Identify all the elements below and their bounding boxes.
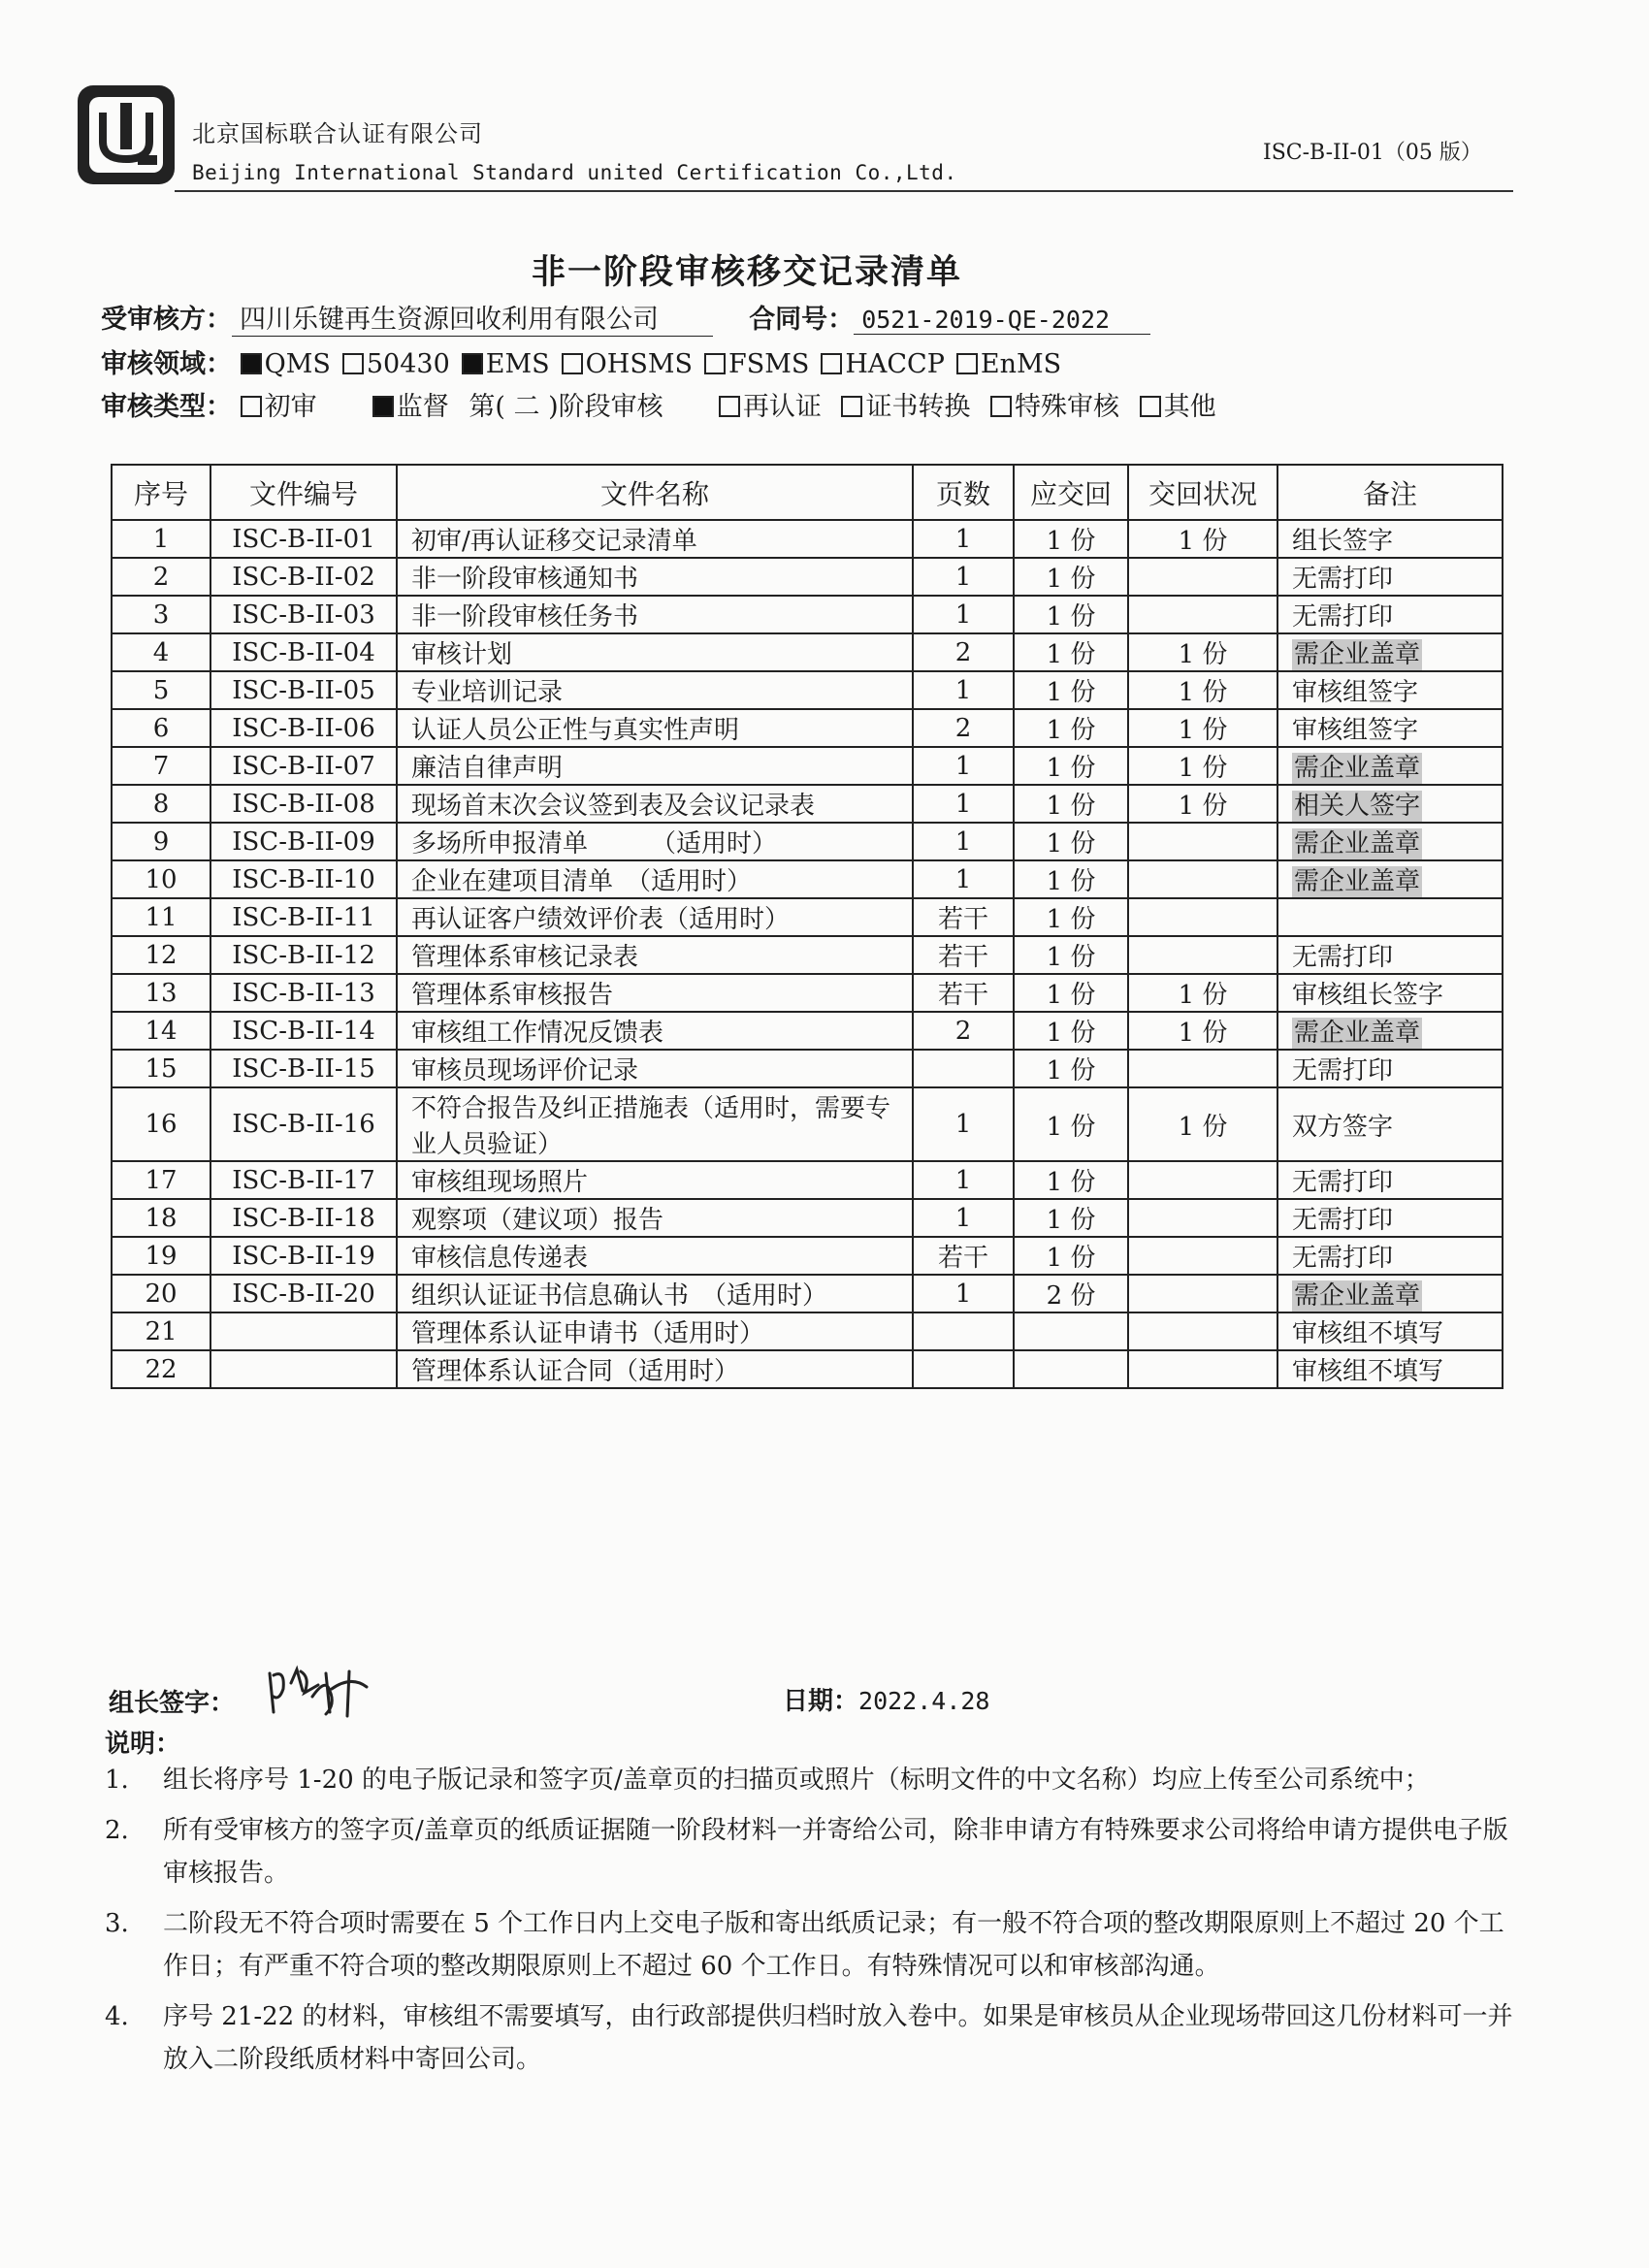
cell-name: 非一阶段审核通知书 bbox=[397, 558, 913, 596]
cell-note: 审核组不填写 bbox=[1277, 1312, 1503, 1350]
cell-code: ISC-B-II-19 bbox=[210, 1237, 397, 1275]
audit-field-option: FSMS bbox=[704, 349, 809, 379]
cell-due: 1 份 bbox=[1014, 1087, 1128, 1161]
cell-due: 1 份 bbox=[1014, 747, 1128, 785]
cell-pages bbox=[913, 1312, 1014, 1350]
cell-due: 1 份 bbox=[1014, 1050, 1128, 1087]
audit-type-special: 特殊审核 bbox=[990, 385, 1119, 423]
cell-status: 1 份 bbox=[1128, 709, 1277, 747]
checkbox-checked-icon bbox=[462, 353, 483, 374]
cell-no: 22 bbox=[112, 1350, 210, 1388]
table-row bbox=[112, 974, 1503, 1012]
cell-pages: 1 bbox=[913, 860, 1014, 898]
auditee-value: 四川乐键再生资源回收利用有限公司 bbox=[232, 298, 713, 337]
col-header-no: 序号 bbox=[112, 465, 210, 520]
isc-logo-icon bbox=[76, 83, 177, 186]
cell-due: 1 份 bbox=[1014, 823, 1128, 860]
cell-no: 7 bbox=[112, 747, 210, 785]
cell-name: 管理体系审核报告 bbox=[397, 974, 913, 1012]
cell-note: 无需打印 bbox=[1277, 936, 1503, 974]
cell-code: ISC-B-II-06 bbox=[210, 709, 397, 747]
table-row bbox=[112, 747, 1503, 785]
cell-note: 审核组签字 bbox=[1277, 709, 1503, 747]
cell-code: ISC-B-II-09 bbox=[210, 823, 397, 860]
note-item: 4. 序号 21-22 的材料，审核组不需要填写，由行政部提供归档时放入卷中。如果是审核员从企业现场带回这几份材料可一并放入二阶段纸质材料中寄回公司。 bbox=[105, 2002, 1513, 2074]
cell-status bbox=[1128, 860, 1277, 898]
cell-note: 需企业盖章 bbox=[1277, 633, 1503, 671]
audit-type-label: 审核类型： bbox=[101, 392, 232, 422]
cell-pages: 1 bbox=[913, 596, 1014, 633]
cell-pages: 若干 bbox=[913, 898, 1014, 936]
cell-status: 1 份 bbox=[1128, 671, 1277, 709]
cell-note: 审核组不填写 bbox=[1277, 1350, 1503, 1388]
document-number: ISC-B-II-01（05 版） bbox=[1263, 141, 1482, 165]
cell-note: 组长签字 bbox=[1277, 520, 1503, 558]
cell-name: 管理体系认证合同（适用时） bbox=[397, 1350, 913, 1388]
cell-name: 审核组工作情况反馈表 bbox=[397, 1012, 913, 1050]
cell-note: 需企业盖章 bbox=[1277, 747, 1503, 785]
cell-note: 需企业盖章 bbox=[1277, 860, 1503, 898]
cell-code: ISC-B-II-01 bbox=[210, 520, 397, 558]
cell-due: 1 份 bbox=[1014, 936, 1128, 974]
audit-field-option: EnMS bbox=[956, 349, 1061, 379]
cell-code: ISC-B-II-03 bbox=[210, 596, 397, 633]
cell-note: 无需打印 bbox=[1277, 596, 1503, 633]
cell-code bbox=[210, 1312, 397, 1350]
cell-no: 10 bbox=[112, 860, 210, 898]
cell-code: ISC-B-II-10 bbox=[210, 860, 397, 898]
checkbox-icon bbox=[562, 353, 583, 374]
cell-name: 专业培训记录 bbox=[397, 671, 913, 709]
cell-no: 9 bbox=[112, 823, 210, 860]
audit-fields-line bbox=[101, 342, 1073, 380]
cell-no: 5 bbox=[112, 671, 210, 709]
cell-name: 认证人员公正性与真实性声明 bbox=[397, 709, 913, 747]
date-value: 2022.4.28 bbox=[858, 1687, 990, 1715]
cell-note: 无需打印 bbox=[1277, 1237, 1503, 1275]
cell-no: 19 bbox=[112, 1237, 210, 1275]
table-header-row bbox=[112, 465, 1503, 520]
header-divider bbox=[175, 190, 1513, 192]
cell-due: 1 份 bbox=[1014, 1161, 1128, 1199]
cell-note bbox=[1277, 898, 1503, 936]
cell-code: ISC-B-II-05 bbox=[210, 671, 397, 709]
cell-name: 组织认证证书信息确认书 （适用时） bbox=[397, 1275, 913, 1312]
table-row bbox=[112, 1087, 1503, 1161]
cell-code: ISC-B-II-20 bbox=[210, 1275, 397, 1312]
cell-no: 6 bbox=[112, 709, 210, 747]
col-header-note: 备注 bbox=[1277, 465, 1503, 520]
table-row bbox=[112, 596, 1503, 633]
cell-due: 1 份 bbox=[1014, 671, 1128, 709]
stage-prefix: 第( bbox=[469, 392, 505, 422]
cell-no: 11 bbox=[112, 898, 210, 936]
company-name-en: Beijing International Standard united Certification Co.,Ltd. bbox=[192, 161, 957, 184]
checkbox-icon bbox=[821, 353, 842, 374]
checkbox-icon bbox=[704, 353, 726, 374]
checkbox-icon bbox=[956, 353, 978, 374]
records-table bbox=[111, 464, 1504, 1389]
handwritten-signature bbox=[262, 1654, 378, 1732]
cell-pages: 1 bbox=[913, 1275, 1014, 1312]
leader-signature-label: 组长签字： bbox=[109, 1689, 236, 1718]
cell-name: 审核员现场评价记录 bbox=[397, 1050, 913, 1087]
cell-pages: 1 bbox=[913, 823, 1014, 860]
cell-pages bbox=[913, 1050, 1014, 1087]
cell-name: 现场首末次会议签到表及会议记录表 bbox=[397, 785, 913, 823]
cell-status bbox=[1128, 823, 1277, 860]
table-row bbox=[112, 1312, 1503, 1350]
checkbox-icon bbox=[241, 396, 262, 417]
checkbox-icon bbox=[1140, 396, 1161, 417]
cell-no: 21 bbox=[112, 1312, 210, 1350]
table-row bbox=[112, 671, 1503, 709]
note-item: 1. 组长将序号 1-20 的电子版记录和签字页/盖章页的扫描页或照片（标明文件的中文名称）均应上传至公司系统中； bbox=[105, 1766, 1430, 1795]
cell-name: 廉洁自律声明 bbox=[397, 747, 913, 785]
checkbox-icon bbox=[990, 396, 1012, 417]
notes-list bbox=[105, 1759, 1521, 2089]
cell-name: 非一阶段审核任务书 bbox=[397, 596, 913, 633]
cell-name: 初审/再认证移交记录清单 bbox=[397, 520, 913, 558]
cell-pages: 1 bbox=[913, 1161, 1014, 1199]
checkbox-icon bbox=[719, 396, 740, 417]
cell-status: 1 份 bbox=[1128, 747, 1277, 785]
cell-status bbox=[1128, 1237, 1277, 1275]
cell-status: 1 份 bbox=[1128, 785, 1277, 823]
cell-due: 1 份 bbox=[1014, 785, 1128, 823]
cell-no: 1 bbox=[112, 520, 210, 558]
cell-note: 审核组签字 bbox=[1277, 671, 1503, 709]
table-row bbox=[112, 633, 1503, 671]
table-row bbox=[112, 558, 1503, 596]
stage-suffix: )阶段审核 bbox=[548, 392, 663, 422]
table-row bbox=[112, 1237, 1503, 1275]
table-row bbox=[112, 860, 1503, 898]
cell-note: 无需打印 bbox=[1277, 558, 1503, 596]
cell-status: 1 份 bbox=[1128, 633, 1277, 671]
table-row bbox=[112, 1161, 1503, 1199]
cell-no: 12 bbox=[112, 936, 210, 974]
note-item: 3. 二阶段无不符合项时需要在 5 个工作日内上交电子版和寄出纸质记录；有一般不符合项的整改期限原则上不超过 20 个工作日；有严重不符合项的整改期限原则上不超过 60 个工作日。有特殊情况可以和审核部沟通。 bbox=[105, 1909, 1504, 1981]
cell-note: 需企业盖章 bbox=[1277, 823, 1503, 860]
col-header-status: 交回状况 bbox=[1128, 465, 1277, 520]
table-row bbox=[112, 709, 1503, 747]
cell-note: 无需打印 bbox=[1277, 1199, 1503, 1237]
stage-value: 二 bbox=[513, 392, 540, 422]
checkbox-checked-icon bbox=[241, 353, 262, 374]
cell-due: 1 份 bbox=[1014, 860, 1128, 898]
contract-label: 合同号： bbox=[749, 305, 855, 335]
cell-code: ISC-B-II-11 bbox=[210, 898, 397, 936]
audit-fields-options bbox=[241, 349, 1074, 379]
audit-type-other: 其他 bbox=[1140, 385, 1216, 423]
audit-field-option: HACCP bbox=[821, 349, 945, 379]
cell-status: 1 份 bbox=[1128, 1012, 1277, 1050]
cell-pages: 2 bbox=[913, 709, 1014, 747]
cell-status: 1 份 bbox=[1128, 1087, 1277, 1161]
cell-due: 1 份 bbox=[1014, 709, 1128, 747]
company-name-cn: 北京国标联合认证有限公司 bbox=[192, 120, 483, 147]
cell-no: 20 bbox=[112, 1275, 210, 1312]
cell-code: ISC-B-II-04 bbox=[210, 633, 397, 671]
cell-name: 不符合报告及纠正措施表（适用时，需要专业人员验证） bbox=[397, 1087, 913, 1161]
table-row bbox=[112, 520, 1503, 558]
table-row bbox=[112, 1050, 1503, 1087]
cell-code: ISC-B-II-15 bbox=[210, 1050, 397, 1087]
cell-pages bbox=[913, 1350, 1014, 1388]
cell-code: ISC-B-II-13 bbox=[210, 974, 397, 1012]
audit-field-option: QMS bbox=[241, 349, 331, 379]
notes-title: 说明： bbox=[105, 1730, 181, 1759]
cell-name: 审核计划 bbox=[397, 633, 913, 671]
cell-status bbox=[1128, 1350, 1277, 1388]
col-header-due: 应交回 bbox=[1014, 465, 1128, 520]
cell-code: ISC-B-II-18 bbox=[210, 1199, 397, 1237]
cell-status bbox=[1128, 936, 1277, 974]
cell-status bbox=[1128, 1275, 1277, 1312]
cell-no: 18 bbox=[112, 1199, 210, 1237]
cell-pages: 1 bbox=[913, 747, 1014, 785]
table-row bbox=[112, 936, 1503, 974]
table-row bbox=[112, 823, 1503, 860]
checkbox-icon bbox=[841, 396, 862, 417]
cell-pages: 1 bbox=[913, 1087, 1014, 1161]
cell-note: 需企业盖章 bbox=[1277, 1275, 1503, 1312]
cell-status bbox=[1128, 596, 1277, 633]
cell-note: 双方签字 bbox=[1277, 1087, 1503, 1161]
cell-pages: 1 bbox=[913, 1199, 1014, 1237]
cell-pages: 1 bbox=[913, 558, 1014, 596]
cell-pages: 2 bbox=[913, 633, 1014, 671]
auditee-label: 受审核方： bbox=[101, 305, 232, 335]
cell-due: 1 份 bbox=[1014, 633, 1128, 671]
cell-name: 多场所申报清单 （适用时） bbox=[397, 823, 913, 860]
cell-due: 1 份 bbox=[1014, 1199, 1128, 1237]
cell-name: 企业在建项目清单 （适用时） bbox=[397, 860, 913, 898]
cell-due: 1 份 bbox=[1014, 1237, 1128, 1275]
cell-status: 1 份 bbox=[1128, 974, 1277, 1012]
cell-name: 观察项（建议项）报告 bbox=[397, 1199, 913, 1237]
cell-note: 需企业盖章 bbox=[1277, 1012, 1503, 1050]
cell-due bbox=[1014, 1350, 1128, 1388]
cell-code: ISC-B-II-02 bbox=[210, 558, 397, 596]
cell-code: ISC-B-II-16 bbox=[210, 1087, 397, 1161]
cell-status bbox=[1128, 1312, 1277, 1350]
col-header-code: 文件编号 bbox=[210, 465, 397, 520]
cell-no: 2 bbox=[112, 558, 210, 596]
cell-code: ISC-B-II-12 bbox=[210, 936, 397, 974]
note-item: 2. 所有受审核方的签字页/盖章页的纸质证据随一阶段材料一并寄给公司，除非申请方有特殊要求公司将给申请方提供电子版审核报告。 bbox=[105, 1816, 1508, 1888]
page-title: 非一阶段审核移交记录清单 bbox=[531, 252, 962, 292]
cell-code bbox=[210, 1350, 397, 1388]
table-row bbox=[112, 1350, 1503, 1388]
contract-value: 0521-2019-QE-2022 bbox=[854, 306, 1150, 335]
cell-status bbox=[1128, 1050, 1277, 1087]
cell-note: 无需打印 bbox=[1277, 1050, 1503, 1087]
checkbox-checked-icon bbox=[372, 396, 394, 417]
cell-status bbox=[1128, 558, 1277, 596]
cell-code: ISC-B-II-14 bbox=[210, 1012, 397, 1050]
cell-no: 4 bbox=[112, 633, 210, 671]
cell-status: 1 份 bbox=[1128, 520, 1277, 558]
audit-field-option: 50430 bbox=[342, 349, 450, 379]
checkbox-icon bbox=[342, 353, 364, 374]
col-header-pages: 页数 bbox=[913, 465, 1014, 520]
date-line bbox=[783, 1681, 989, 1717]
cell-due bbox=[1014, 1312, 1128, 1350]
cell-pages: 若干 bbox=[913, 1237, 1014, 1275]
cell-due: 1 份 bbox=[1014, 558, 1128, 596]
audit-type-initial: 初审 bbox=[241, 385, 317, 423]
cell-status bbox=[1128, 1161, 1277, 1199]
cell-no: 3 bbox=[112, 596, 210, 633]
audit-type-recert: 再认证 bbox=[719, 385, 822, 423]
table-row bbox=[112, 898, 1503, 936]
audit-field-option: EMS bbox=[462, 349, 550, 379]
table-row bbox=[112, 785, 1503, 823]
cell-note: 审核组长签字 bbox=[1277, 974, 1503, 1012]
cell-note: 无需打印 bbox=[1277, 1161, 1503, 1199]
table-row bbox=[112, 1199, 1503, 1237]
cell-no: 8 bbox=[112, 785, 210, 823]
cell-pages: 1 bbox=[913, 520, 1014, 558]
cell-code: ISC-B-II-17 bbox=[210, 1161, 397, 1199]
table-body bbox=[112, 520, 1503, 1388]
auditee-line bbox=[101, 298, 1150, 337]
cell-code: ISC-B-II-08 bbox=[210, 785, 397, 823]
table-row bbox=[112, 1012, 1503, 1050]
cell-pages: 1 bbox=[913, 785, 1014, 823]
cell-status bbox=[1128, 898, 1277, 936]
cell-due: 1 份 bbox=[1014, 898, 1128, 936]
cell-no: 15 bbox=[112, 1050, 210, 1087]
cell-name: 管理体系认证申请书（适用时） bbox=[397, 1312, 913, 1350]
audit-type-line bbox=[101, 385, 1228, 423]
cell-name: 管理体系审核记录表 bbox=[397, 936, 913, 974]
cell-pages: 若干 bbox=[913, 974, 1014, 1012]
cell-note: 相关人签字 bbox=[1277, 785, 1503, 823]
cell-pages: 1 bbox=[913, 671, 1014, 709]
cell-due: 1 份 bbox=[1014, 1012, 1128, 1050]
audit-field-option: OHSMS bbox=[562, 349, 693, 379]
cell-no: 14 bbox=[112, 1012, 210, 1050]
audit-type-transfer: 证书转换 bbox=[841, 385, 970, 423]
cell-pages: 2 bbox=[913, 1012, 1014, 1050]
cell-code: ISC-B-II-07 bbox=[210, 747, 397, 785]
cell-status bbox=[1128, 1199, 1277, 1237]
col-header-name: 文件名称 bbox=[397, 465, 913, 520]
table-row bbox=[112, 1275, 1503, 1312]
date-label: 日期： bbox=[783, 1687, 859, 1716]
cell-pages: 若干 bbox=[913, 936, 1014, 974]
cell-name: 审核组现场照片 bbox=[397, 1161, 913, 1199]
cell-due: 1 份 bbox=[1014, 974, 1128, 1012]
cell-name: 审核信息传递表 bbox=[397, 1237, 913, 1275]
cell-due: 1 份 bbox=[1014, 596, 1128, 633]
audit-type-surveillance: 监督 bbox=[372, 385, 449, 423]
cell-name: 再认证客户绩效评价表（适用时） bbox=[397, 898, 913, 936]
cell-due: 2 份 bbox=[1014, 1275, 1128, 1312]
cell-due: 1 份 bbox=[1014, 520, 1128, 558]
cell-no: 17 bbox=[112, 1161, 210, 1199]
audit-fields-label: 审核领域： bbox=[101, 349, 232, 379]
cell-no: 16 bbox=[112, 1087, 210, 1161]
cell-no: 13 bbox=[112, 974, 210, 1012]
